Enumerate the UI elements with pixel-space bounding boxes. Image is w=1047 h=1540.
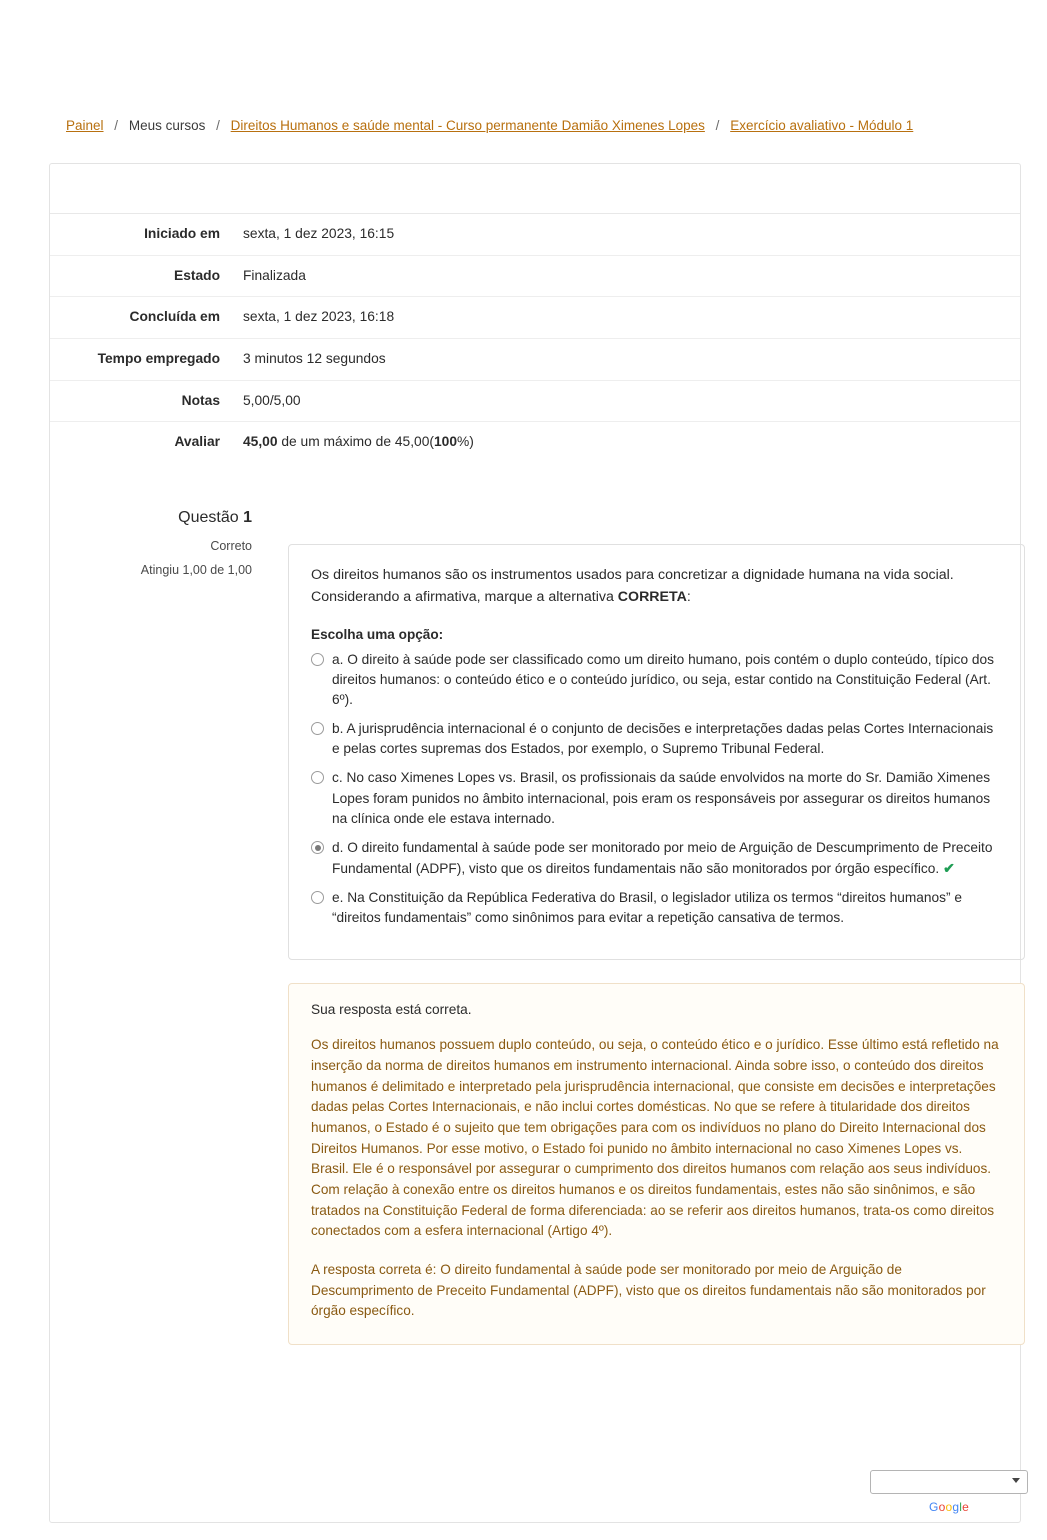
summary-label-iniciado-em: Iniciado em <box>144 226 220 241</box>
answer-text-e <box>332 888 1002 928</box>
language-select-wrap <box>870 1470 1028 1494</box>
breadcrumb-item-meus-cursos: Meus cursos <box>128 118 206 133</box>
check-icon: ✔ <box>943 860 955 877</box>
grade-score: 45,00 <box>243 434 278 450</box>
answer-text-d <box>332 838 1002 879</box>
feedback-paragraph-2: A resposta correta é: O direito fundamental à saúde pode ser monitorado por meio de Arguição de Descumprimento de Preceito Fundamental (ADPF), visto que os direitos fundamentais não são monitorados por órgão específico. <box>311 1262 986 1319</box>
answer-letter-b: b. <box>332 721 344 737</box>
attempt-summary-table <box>50 213 1020 463</box>
breadcrumb-item-curso[interactable]: Direitos Humanos e saúde mental - Curso permanente Damião Ximenes Lopes <box>230 118 705 133</box>
answer-option-d[interactable] <box>311 838 1002 879</box>
answer-option-c[interactable] <box>311 768 1002 828</box>
question-info <box>50 509 262 1345</box>
answer-text-a <box>332 650 1002 710</box>
table-row <box>50 338 1020 380</box>
answer-letter-c: c. <box>332 770 343 786</box>
summary-value-avaliar <box>232 422 1020 463</box>
table-row <box>50 422 1020 463</box>
radio-icon-d-selected[interactable] <box>311 841 324 854</box>
feedback-box <box>288 983 1025 1345</box>
summary-label-estado: Estado <box>174 267 220 283</box>
table-row <box>50 214 1020 256</box>
answer-text-c <box>332 768 1002 828</box>
answer-body-e: Na Constituição da República Federativa do Brasil, o legislador utiliza os termos “direitos humanos” e “direitos fundamentais” como sinônimos para evitar a repetição cansativa de termos. <box>332 890 962 926</box>
radio-icon-a[interactable] <box>311 653 324 666</box>
summary-value-tempo-empregado: 3 minutos 12 segundos <box>243 350 386 366</box>
summary-value-iniciado-em: sexta, 1 dez 2023, 16:15 <box>243 226 395 241</box>
choose-option-label: Escolha uma opção: <box>311 626 444 642</box>
answer-letter-e: e. <box>332 890 344 906</box>
grade-middle: de um máximo de 45,00( <box>277 434 434 450</box>
summary-label-avaliar: Avaliar <box>174 434 220 450</box>
answer-body-a: O direito à saúde pode ser classificado como um direito humano, pois contém o duplo conteúdo, típico dos direitos humanos: o conteúdo ético e o conteúdo jurídico, ou seja, estar contido na Constituição Federal (Art. 6º). <box>332 651 994 708</box>
answer-body-b: A jurisprudência internacional é o conjunto de decisões e interpretações dadas pelas Cortes Internacionais e pelas cortes supremas dos Estados, por exemplo, o Supremo Tribunal Federal. <box>332 721 994 757</box>
summary-label-concluida-em: Concluída em <box>129 309 220 325</box>
breadcrumb-separator: / <box>715 118 720 133</box>
breadcrumb-separator: / <box>216 118 220 133</box>
question-text-box <box>288 544 1025 961</box>
grade-percent: 100 <box>433 434 458 450</box>
answer-option-e[interactable] <box>311 888 1002 928</box>
summary-value-notas: 5,00/5,00 <box>243 392 301 408</box>
question-title <box>50 509 252 527</box>
table-row <box>50 255 1020 297</box>
feedback-status: Sua resposta está correta. <box>311 1002 472 1018</box>
question-stem-emphasis: CORRETA <box>617 588 687 605</box>
answer-letter-d: d. <box>332 839 344 855</box>
radio-icon-b[interactable] <box>311 722 324 735</box>
language-select[interactable] <box>870 1470 1028 1494</box>
breadcrumb-separator: / <box>114 118 119 133</box>
question-content <box>262 509 1025 1345</box>
answer-option-a[interactable] <box>311 650 1002 710</box>
table-row <box>50 380 1020 422</box>
breadcrumb-item-exercicio[interactable]: Exercício avaliativo - Módulo 1 <box>730 118 914 133</box>
question-stem-part1: Os direitos humanos são os instrumentos usados para concretizar a dignidade humana na vida social. Considerando a afirmativa, marque a alternativa <box>311 566 954 605</box>
question-mark: Atingiu 1,00 de 1,00 <box>140 562 252 577</box>
question-number: 1 <box>243 508 252 526</box>
answer-body-c: No caso Ximenes Lopes vs. Brasil, os profissionais da saúde envolvidos na morte do Sr. Damião Ximenes Lopes foram punidos no âmbito internacional, pois eram os responsáveis por assegurar os direitos humanos na clínica onde ele estava internado. <box>332 770 991 826</box>
question-block <box>50 509 1020 1345</box>
answer-text-b <box>332 719 1002 759</box>
question-title-prefix: Questão <box>178 508 244 526</box>
answer-list <box>311 650 1002 929</box>
answer-body-d: O direito fundamental à saúde pode ser monitorado por meio de Arguição de Descumprimento de Preceito Fundamental (ADPF), visto que os direitos fundamentais não são monitorados por órgão específico. <box>332 839 993 877</box>
grade-suffix: %) <box>457 434 474 450</box>
table-row <box>50 297 1020 339</box>
summary-label-tempo-empregado: Tempo empregado <box>97 350 220 366</box>
question-state: Correto <box>210 538 252 553</box>
quiz-review-card <box>49 163 1021 1523</box>
summary-label-notas: Notas <box>181 392 220 408</box>
question-stem <box>311 564 1002 608</box>
radio-icon-e[interactable] <box>311 891 324 904</box>
feedback-body <box>311 1035 1002 1322</box>
breadcrumb-item-painel[interactable]: Painel <box>66 118 104 133</box>
summary-value-concluida-em: sexta, 1 dez 2023, 16:18 <box>243 309 395 325</box>
google-logo: Google <box>929 1500 969 1514</box>
summary-value-estado: Finalizada <box>243 267 306 283</box>
breadcrumb <box>66 118 913 133</box>
answer-option-b[interactable] <box>311 719 1002 759</box>
answer-letter-a: a. <box>332 651 344 667</box>
question-stem-part2: : <box>686 588 691 605</box>
radio-icon-c[interactable] <box>311 771 324 784</box>
feedback-paragraph-1: Os direitos humanos possuem duplo conteúdo, ou seja, o conteúdo ético e o jurídico. Esse último está refletido na inserção da norma de direitos humanos em instrumento internacional. Ainda sobre isso, o conteúdo dos direitos humanos é delimitado e interpretado pela jurisprudência internacional, que consiste em decisões e interpretações dadas pelas Cortes Internacionais, e não inclui cortes domésticas. No que se refere à titularidade dos direitos humanos, o Estado é o sujeito que tem obrigações para com os indivíduos no plano do Direito Internacional dos Direitos Humanos. Por esse motivo, o Estado foi punido no âmbito internacional no caso Ximenes Lopes vs. Brasil. Ele é o responsável por assegurar o cumprimento dos direitos humanos com relação aos seus indivíduos. Com relação à conexão entre os direitos humanos e os direitos fundamentais, estes não são sinônimos, e são tratados na Constituição Federal de forma diferenciada: ao se referir aos direitos humanos, trata-os como direitos conectados com a esfera internacional (Artigo 4º). <box>311 1037 999 1239</box>
translate-widget <box>870 1470 1028 1514</box>
